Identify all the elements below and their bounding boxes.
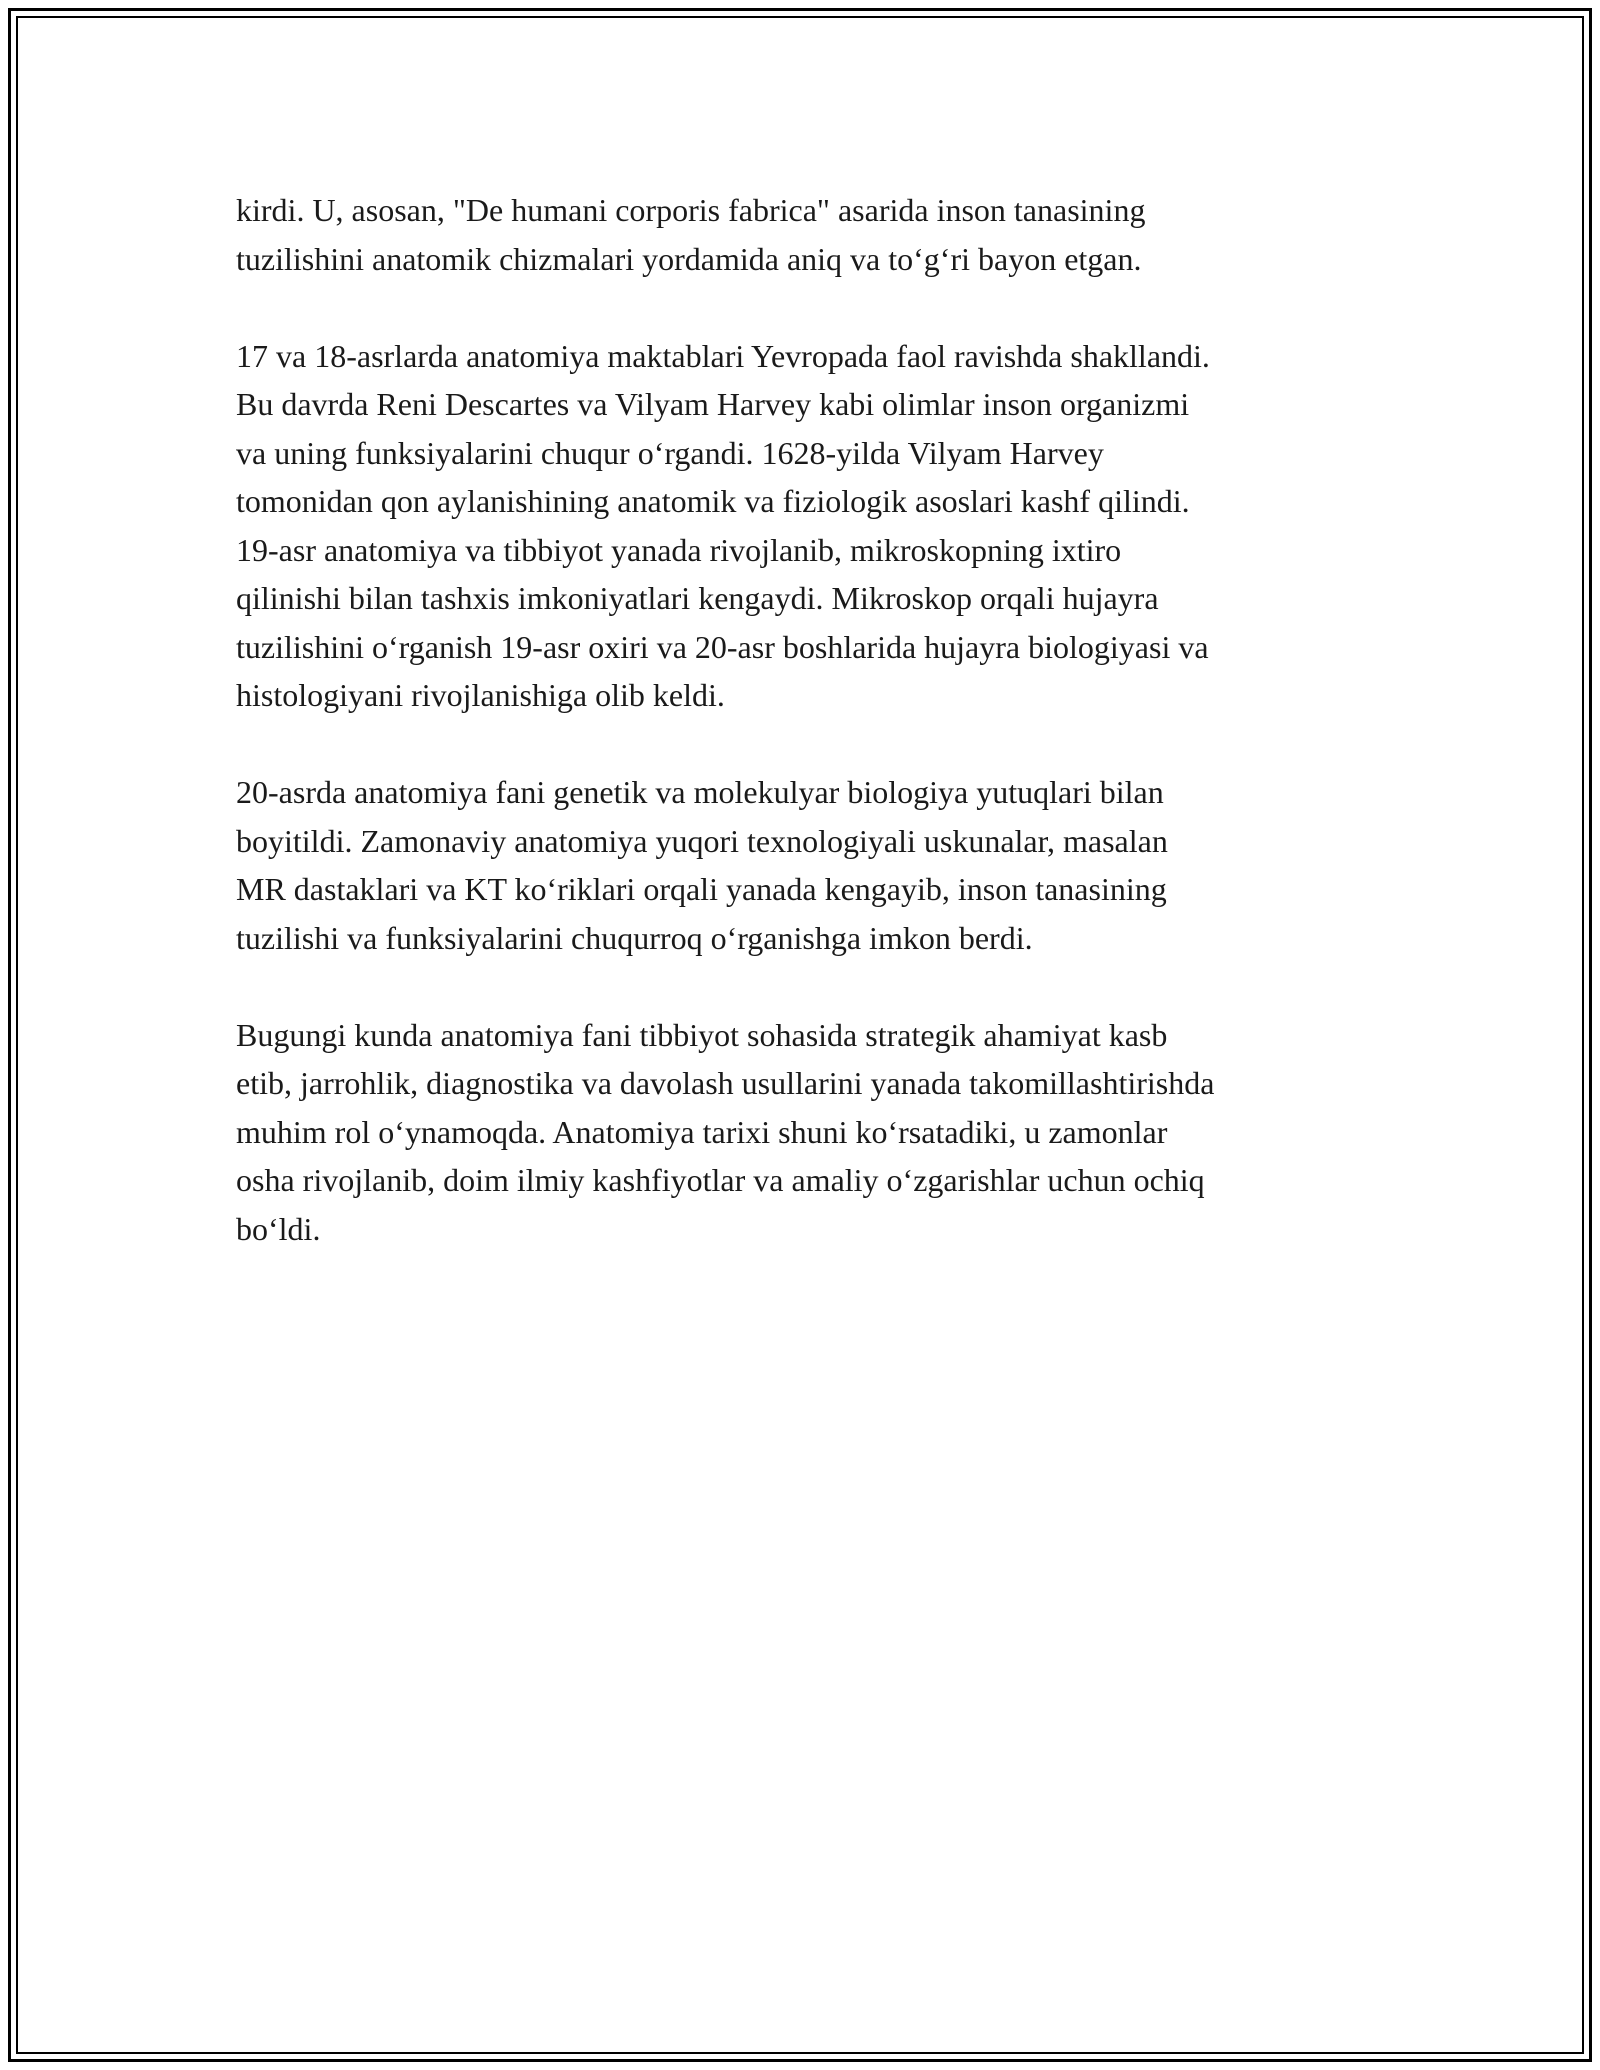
paragraph-vesalius-fabrica: kirdi. U, asosan, "De humani corporis fabrica" asarida inson tanasining tuzilishini anatomik chizmalari yordamida aniq va to‘g‘ri bayon etgan. xyxy=(236,192,1146,277)
document-body xyxy=(236,186,1366,1302)
paragraph-modern-anatomy: Bugungi kunda anatomiya fani tibbiyot sohasida strategik ahamiyat kasb etib, jarrohlik, diagnostika va davolash usullarini yanada takomillashtirishda muhim rol o‘ynamoqda. Anatomiya tarixi shuni ko‘rsatadiki, u zamonlar osha rivojlanib, doim ilmiy kashfiyotlar va amaliy o‘zgarishlar uchun ochiq bo‘ldi. xyxy=(236,1016,1215,1247)
paragraph-20-century: 20-asrda anatomiya fani genetik va molekulyar biologiya yutuqlari bilan boyitildi. Zamonaviy anatomiya yuqori texnologiyali uskunalar, masalan MR dastaklari va KT ko‘riklari orqali yanada kengayib, inson tanasining tuzilishi va funksiyalarini chuqurroq o‘rganishga imkon berdi. xyxy=(236,774,1168,956)
paragraph-17-18-century: 17 va 18-asrlarda anatomiya maktablari Yevropada faol ravishda shakllandi. Bu davrda Reni Descartes va Vilyam Harvey kabi olimlar inson organizmi va uning funksiyalarini chuqur o‘rgandi. 1628-yilda Vilyam Harvey tomonidan qon aylanishining anatomik va fiziologik asoslari kashf qilindi. 19-asr anatomiya va tibbiyot yanada rivojlanib, mikroskopning ixtiro qilinishi bilan tashxis imkoniyatlari kengaydi. Mikroskop orqali hujayra tuzilishini o‘rganish 19-asr oxiri va 20-asr boshlarida hujayra biologiyasi va histologiyani rivojlanishiga olib keldi. xyxy=(236,337,1210,713)
